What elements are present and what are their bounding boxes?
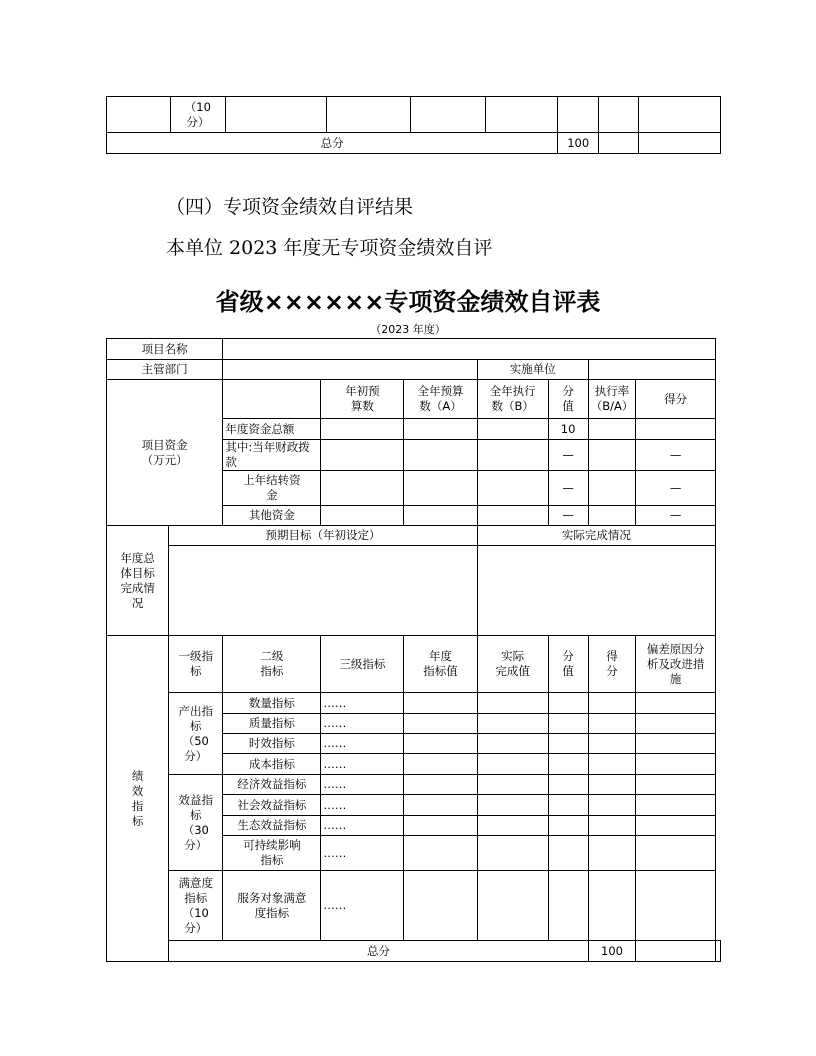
col-initial-budget: 年初预 算数: [321, 380, 404, 419]
blank-cell: [477, 754, 548, 775]
blank-cell: [477, 471, 548, 506]
level2-item: 经济效益指标: [223, 775, 321, 795]
blank-cell: [321, 471, 404, 506]
col-score-value: 分 值: [548, 380, 588, 419]
blank-cell: [404, 871, 478, 941]
blank-cell: [477, 871, 548, 941]
level3-ellipsis: ……: [321, 871, 404, 941]
level2-item: 成本指标: [223, 754, 321, 775]
blank-cell: [107, 97, 171, 133]
header-score: 得 分: [588, 636, 636, 693]
blank-cell: [636, 816, 716, 836]
blank-cell: [404, 754, 478, 775]
blank-cell: [548, 816, 588, 836]
blank-cell: [225, 97, 326, 133]
fund-score-value: —: [548, 471, 588, 506]
blank-cell: [548, 693, 588, 714]
project-name-value: [223, 339, 716, 360]
col-score: 得分: [636, 380, 716, 419]
header-level3: 三级指标: [321, 636, 404, 693]
blank-cell: [321, 440, 404, 471]
fund-score-value: —: [548, 506, 588, 526]
level2-item: 服务对象满意 度指标: [223, 871, 321, 941]
form-title: 省级××××××专项资金绩效自评表: [215, 288, 601, 316]
level3-ellipsis: ……: [321, 693, 404, 714]
col-exec-rate: 执行率 （B/A）: [588, 380, 636, 419]
form-total-value: 100: [588, 941, 636, 962]
expected-goal-label: 预期目标（年初设定）: [169, 526, 478, 546]
dept-value: [223, 360, 477, 380]
impl-unit-value: [588, 360, 715, 380]
blank-cell: [588, 754, 636, 775]
blank-cell: [548, 734, 588, 754]
fund-score-value: 10: [548, 419, 588, 440]
blank-cell: [321, 506, 404, 526]
header-deviation: 偏差原因分 析及改进措 施: [636, 636, 716, 693]
blank-cell: [636, 836, 716, 871]
group-satisfaction: 满意度 指标 （10 分）: [169, 871, 223, 941]
blank-cell: [548, 795, 588, 816]
blank-cell: [636, 775, 716, 795]
blank-cell: [477, 506, 548, 526]
blank-cell: [548, 871, 588, 941]
blank-cell: [411, 97, 486, 133]
blank-cell: [321, 419, 404, 440]
fund-row-label: 年度资金总额: [223, 419, 321, 440]
blank-cell: [588, 795, 636, 816]
blank-cell: [588, 775, 636, 795]
blank-cell: [636, 714, 716, 734]
total-label: 总分: [107, 133, 558, 154]
top-table-fragment: [106, 96, 721, 154]
total-value: 100: [558, 133, 599, 154]
blank-cell: [404, 795, 478, 816]
blank-cell: [477, 795, 548, 816]
evaluation-form: [106, 338, 721, 962]
blank-cell: [588, 871, 636, 941]
col-full-budget: 全年预算 数（A）: [404, 380, 478, 419]
fund-score: —: [636, 506, 716, 526]
form-total-label: 总分: [169, 941, 588, 962]
blank-cell: [636, 693, 716, 714]
blank-cell: [588, 471, 636, 506]
blank-cell: [486, 97, 558, 133]
level3-ellipsis: ……: [321, 816, 404, 836]
blank-cell: [404, 471, 478, 506]
perf-indicator-label: 绩 效 指 标: [107, 636, 169, 962]
fund-score: —: [636, 471, 716, 506]
actual-value: [477, 546, 715, 636]
dept-label: 主管部门: [107, 360, 223, 380]
blank-cell: [588, 734, 636, 754]
fund-row-label: 其中:当年财政拨款: [223, 440, 321, 471]
group-output: 产出指 标 （50 分）: [169, 693, 223, 775]
form-subtitle: （2023 年度）: [370, 323, 446, 336]
blank-cell: [588, 440, 636, 471]
blank-cell: [558, 97, 599, 133]
blank-cell: [588, 506, 636, 526]
level2-item: 时效指标: [223, 734, 321, 754]
blank-cell: [716, 941, 721, 962]
level3-ellipsis: ……: [321, 836, 404, 871]
blank-cell: [548, 714, 588, 734]
col-executed: 全年执行 数（B）: [477, 380, 548, 419]
fund-score: —: [636, 440, 716, 471]
blank-cell: [477, 714, 548, 734]
blank-cell: [588, 693, 636, 714]
blank-cell: [477, 836, 548, 871]
expected-goal-value: [169, 546, 478, 636]
blank-cell: [636, 795, 716, 816]
blank-cell: [588, 714, 636, 734]
level2-item: 数量指标: [223, 693, 321, 714]
fund-score: [636, 419, 716, 440]
level2-item: 可持续影响 指标: [223, 836, 321, 871]
header-level2: 二级 指标: [223, 636, 321, 693]
blank-cell: [588, 419, 636, 440]
fund-score-value: —: [548, 440, 588, 471]
funds-label: 项目资金 （万元）: [107, 380, 223, 526]
blank-cell: [636, 941, 716, 962]
header-actual-value: 实际 完成值: [477, 636, 548, 693]
blank-cell: [326, 97, 411, 133]
blank-cell: [639, 133, 721, 154]
blank-cell: [404, 506, 478, 526]
fund-row-label: 其他资金: [223, 506, 321, 526]
level3-ellipsis: ……: [321, 714, 404, 734]
section-note: 本单位 2023 年度无专项资金绩效自评: [166, 237, 493, 259]
blank-cell: [404, 836, 478, 871]
blank-cell: [404, 775, 478, 795]
blank-cell: [599, 133, 639, 154]
score-weight-cell: （10 分）: [170, 97, 225, 133]
header-score-value: 分 值: [548, 636, 588, 693]
blank-cell: [477, 816, 548, 836]
level3-ellipsis: ……: [321, 795, 404, 816]
blank-cell: [404, 440, 478, 471]
level2-item: 社会效益指标: [223, 795, 321, 816]
group-benefit: 效益指 标 （30 分）: [169, 775, 223, 871]
blank-cell: [477, 775, 548, 795]
blank-cell: [548, 754, 588, 775]
project-name-label: 项目名称: [107, 339, 223, 360]
blank-cell: [223, 380, 321, 419]
blank-cell: [404, 816, 478, 836]
blank-cell: [404, 714, 478, 734]
blank-cell: [477, 440, 548, 471]
blank-cell: [599, 97, 639, 133]
blank-cell: [636, 734, 716, 754]
header-annual-value: 年度 指标值: [404, 636, 478, 693]
blank-cell: [404, 419, 478, 440]
blank-cell: [636, 754, 716, 775]
level2-item: 生态效益指标: [223, 816, 321, 836]
section-heading: （四）专项资金绩效自评结果: [166, 196, 414, 218]
blank-cell: [588, 836, 636, 871]
annual-goal-label: 年度总 体目标 完成情 况: [107, 526, 169, 636]
impl-unit-label: 实施单位: [477, 360, 588, 380]
actual-label: 实际完成情况: [477, 526, 715, 546]
blank-cell: [548, 775, 588, 795]
blank-cell: [477, 734, 548, 754]
level3-ellipsis: ……: [321, 754, 404, 775]
blank-cell: [588, 816, 636, 836]
blank-cell: [639, 97, 721, 133]
blank-cell: [477, 693, 548, 714]
blank-cell: [548, 836, 588, 871]
header-level1: 一级指 标: [169, 636, 223, 693]
level2-item: 质量指标: [223, 714, 321, 734]
level3-ellipsis: ……: [321, 734, 404, 754]
blank-cell: [404, 734, 478, 754]
blank-cell: [636, 871, 716, 941]
level3-ellipsis: ……: [321, 775, 404, 795]
blank-cell: [477, 419, 548, 440]
blank-cell: [404, 693, 478, 714]
fund-row-label: 上年结转资 金: [223, 471, 321, 506]
